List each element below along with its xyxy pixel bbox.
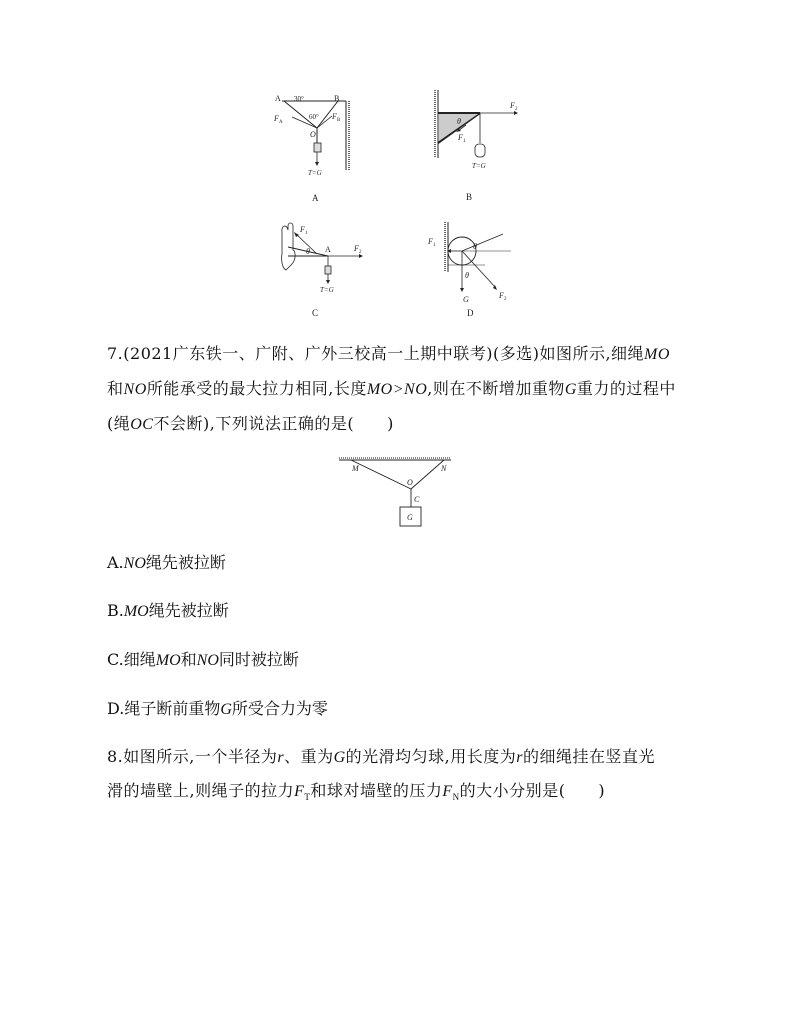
q8-var-G: G — [333, 749, 346, 766]
q7-option-b[interactable] — [107, 598, 229, 621]
q7-line-1 — [107, 337, 697, 372]
q7-fig-C: C — [414, 495, 420, 504]
fig-a-label-O: O — [310, 130, 316, 139]
fig-a-label-A: A — [275, 94, 281, 103]
fig-d-F1-sub: 1 — [433, 243, 436, 248]
q7-option-a[interactable] — [107, 550, 226, 573]
q7-var-G: G — [564, 381, 577, 398]
option-c-var2: NO — [196, 652, 219, 669]
option-b-text: 绳先被拉断 — [148, 601, 229, 620]
q8-line2-e: 的大小分别是 — [459, 781, 559, 800]
fig-b-F1-sub: 1 — [463, 139, 466, 144]
option-d-label: D.绳子断前重物 — [107, 699, 221, 718]
q8-var-FN-sub: N — [452, 792, 460, 803]
fig-c-caption: C — [312, 308, 319, 318]
q8-var-FT-sub: T — [304, 792, 311, 803]
q7-var-MO: MO — [644, 346, 670, 363]
q8-var-r1: r — [277, 749, 285, 766]
fig-d-caption: D — [467, 308, 474, 318]
fig-a-caption: A — [312, 193, 319, 203]
q7-fig-G: G — [407, 513, 413, 522]
q8-answer-blank: ( ) — [558, 781, 606, 800]
option-c-text: 同时被拉断 — [218, 650, 299, 669]
q7-diagram — [335, 455, 465, 530]
fig-b-load: T=G — [472, 162, 486, 170]
fig-c-F1: F — [300, 225, 305, 234]
fig-a-FB: F — [332, 112, 337, 121]
q8-line-2 — [107, 774, 697, 814]
q8-var-r2: r — [516, 749, 523, 766]
option-d-text: 所受合力为零 — [231, 699, 328, 718]
q7-figure — [335, 455, 465, 530]
fig-c-label-A: A — [325, 245, 331, 254]
fig-a-angle30: 30° — [294, 95, 304, 103]
figure-d-diagram — [425, 220, 525, 308]
option-b-var: MO — [123, 603, 149, 620]
q7-fig-N: N — [441, 464, 447, 473]
fig-b-F2-sub: 2 — [515, 107, 518, 112]
figure-c — [278, 220, 373, 320]
fig-b-F2: F — [510, 101, 515, 110]
q8-line2-a: 滑的墙壁上,则绳子的拉力 — [107, 781, 295, 800]
fig-b-caption: B — [466, 192, 473, 202]
fig-d-F2: F — [499, 291, 504, 300]
option-a-var: NO — [123, 555, 146, 572]
option-a-label: A. — [107, 553, 124, 572]
q7-line-3 — [107, 407, 697, 442]
q8-line1-e: 的光滑均匀球,用长度为 — [345, 747, 517, 766]
q8-line1-g: 的细绳挂在竖直光 — [523, 747, 656, 766]
figure-d — [425, 220, 525, 320]
q8-line2-c: 和球对墙壁的压力 — [310, 781, 443, 800]
figure-a-diagram — [270, 90, 360, 190]
fig-d-theta-bottom: θ — [465, 271, 469, 280]
fig-b-theta: θ — [457, 117, 461, 126]
figure-b-diagram — [430, 88, 530, 183]
q8-var-FT: F — [294, 783, 305, 800]
fig-a-FA: F — [274, 114, 279, 123]
q7-var-OC: OC — [130, 416, 154, 433]
fig-a-load: T=G — [308, 169, 322, 177]
q7-answer-blank: ( ) — [347, 414, 394, 433]
fig-c-F1-sub: 1 — [305, 231, 308, 236]
q7-option-d[interactable] — [107, 696, 328, 719]
fig-c-F2-sub: 2 — [359, 250, 362, 255]
fig-b-F1: F — [458, 133, 463, 142]
option-c-label: C.细绳 — [107, 650, 156, 669]
fig-a-FA-sub: A — [279, 120, 283, 125]
option-c-mid: 和 — [180, 650, 197, 669]
fig-c-load: T=G — [320, 286, 334, 294]
fig-c-theta: θ — [306, 247, 310, 256]
fig-d-G: G — [463, 295, 469, 304]
fig-d-F1: F — [428, 237, 433, 246]
fig-a-label-B: B — [334, 94, 340, 103]
fig-a-FB-sub: B — [337, 118, 341, 123]
q7-fig-M: M — [352, 464, 359, 473]
q8-line1-a: 8.如图所示,一个半径为 — [107, 747, 278, 766]
q7-line2-g: 重力的过程中 — [576, 379, 676, 398]
option-b-label: B. — [107, 601, 124, 620]
q7-line3-c: 不会断),下列说法正确的是 — [153, 414, 348, 433]
q7-option-c[interactable] — [107, 647, 299, 670]
q7-line1-text: 7.(2021广东铁一、广附、广外三校高一上期中联考)(多选)如图所示,细绳 — [107, 344, 645, 363]
q7-line2-e: ,则在不断增加重物 — [427, 379, 565, 398]
q7-fig-O: O — [407, 478, 413, 487]
figure-a — [270, 90, 360, 203]
option-c-var1: MO — [155, 652, 181, 669]
fig-a-angle60: 60° — [309, 113, 319, 121]
option-d-var: G — [220, 701, 232, 718]
fig-d-F2-sub: 2 — [504, 297, 507, 302]
q7-line-2 — [107, 372, 697, 407]
q8-var-FN: F — [442, 783, 453, 800]
fig-c-F2: F — [354, 244, 359, 253]
q8-line1-c: 、重为 — [284, 747, 334, 766]
fig-d-theta-top: θ — [473, 242, 477, 251]
q7-line2-c: 所能承受的最大拉力相同,长度 — [146, 379, 367, 398]
figure-b — [430, 88, 530, 202]
q7-var-NO: NO — [123, 381, 147, 398]
q7-var-compare: MO>NO — [366, 381, 428, 398]
figure-c-diagram — [278, 220, 373, 305]
q7-line3-a: (绳 — [107, 414, 131, 433]
option-a-text: 绳先被拉断 — [145, 553, 226, 572]
q8-line-1 — [107, 740, 697, 775]
q7-line2-a: 和 — [107, 379, 124, 398]
